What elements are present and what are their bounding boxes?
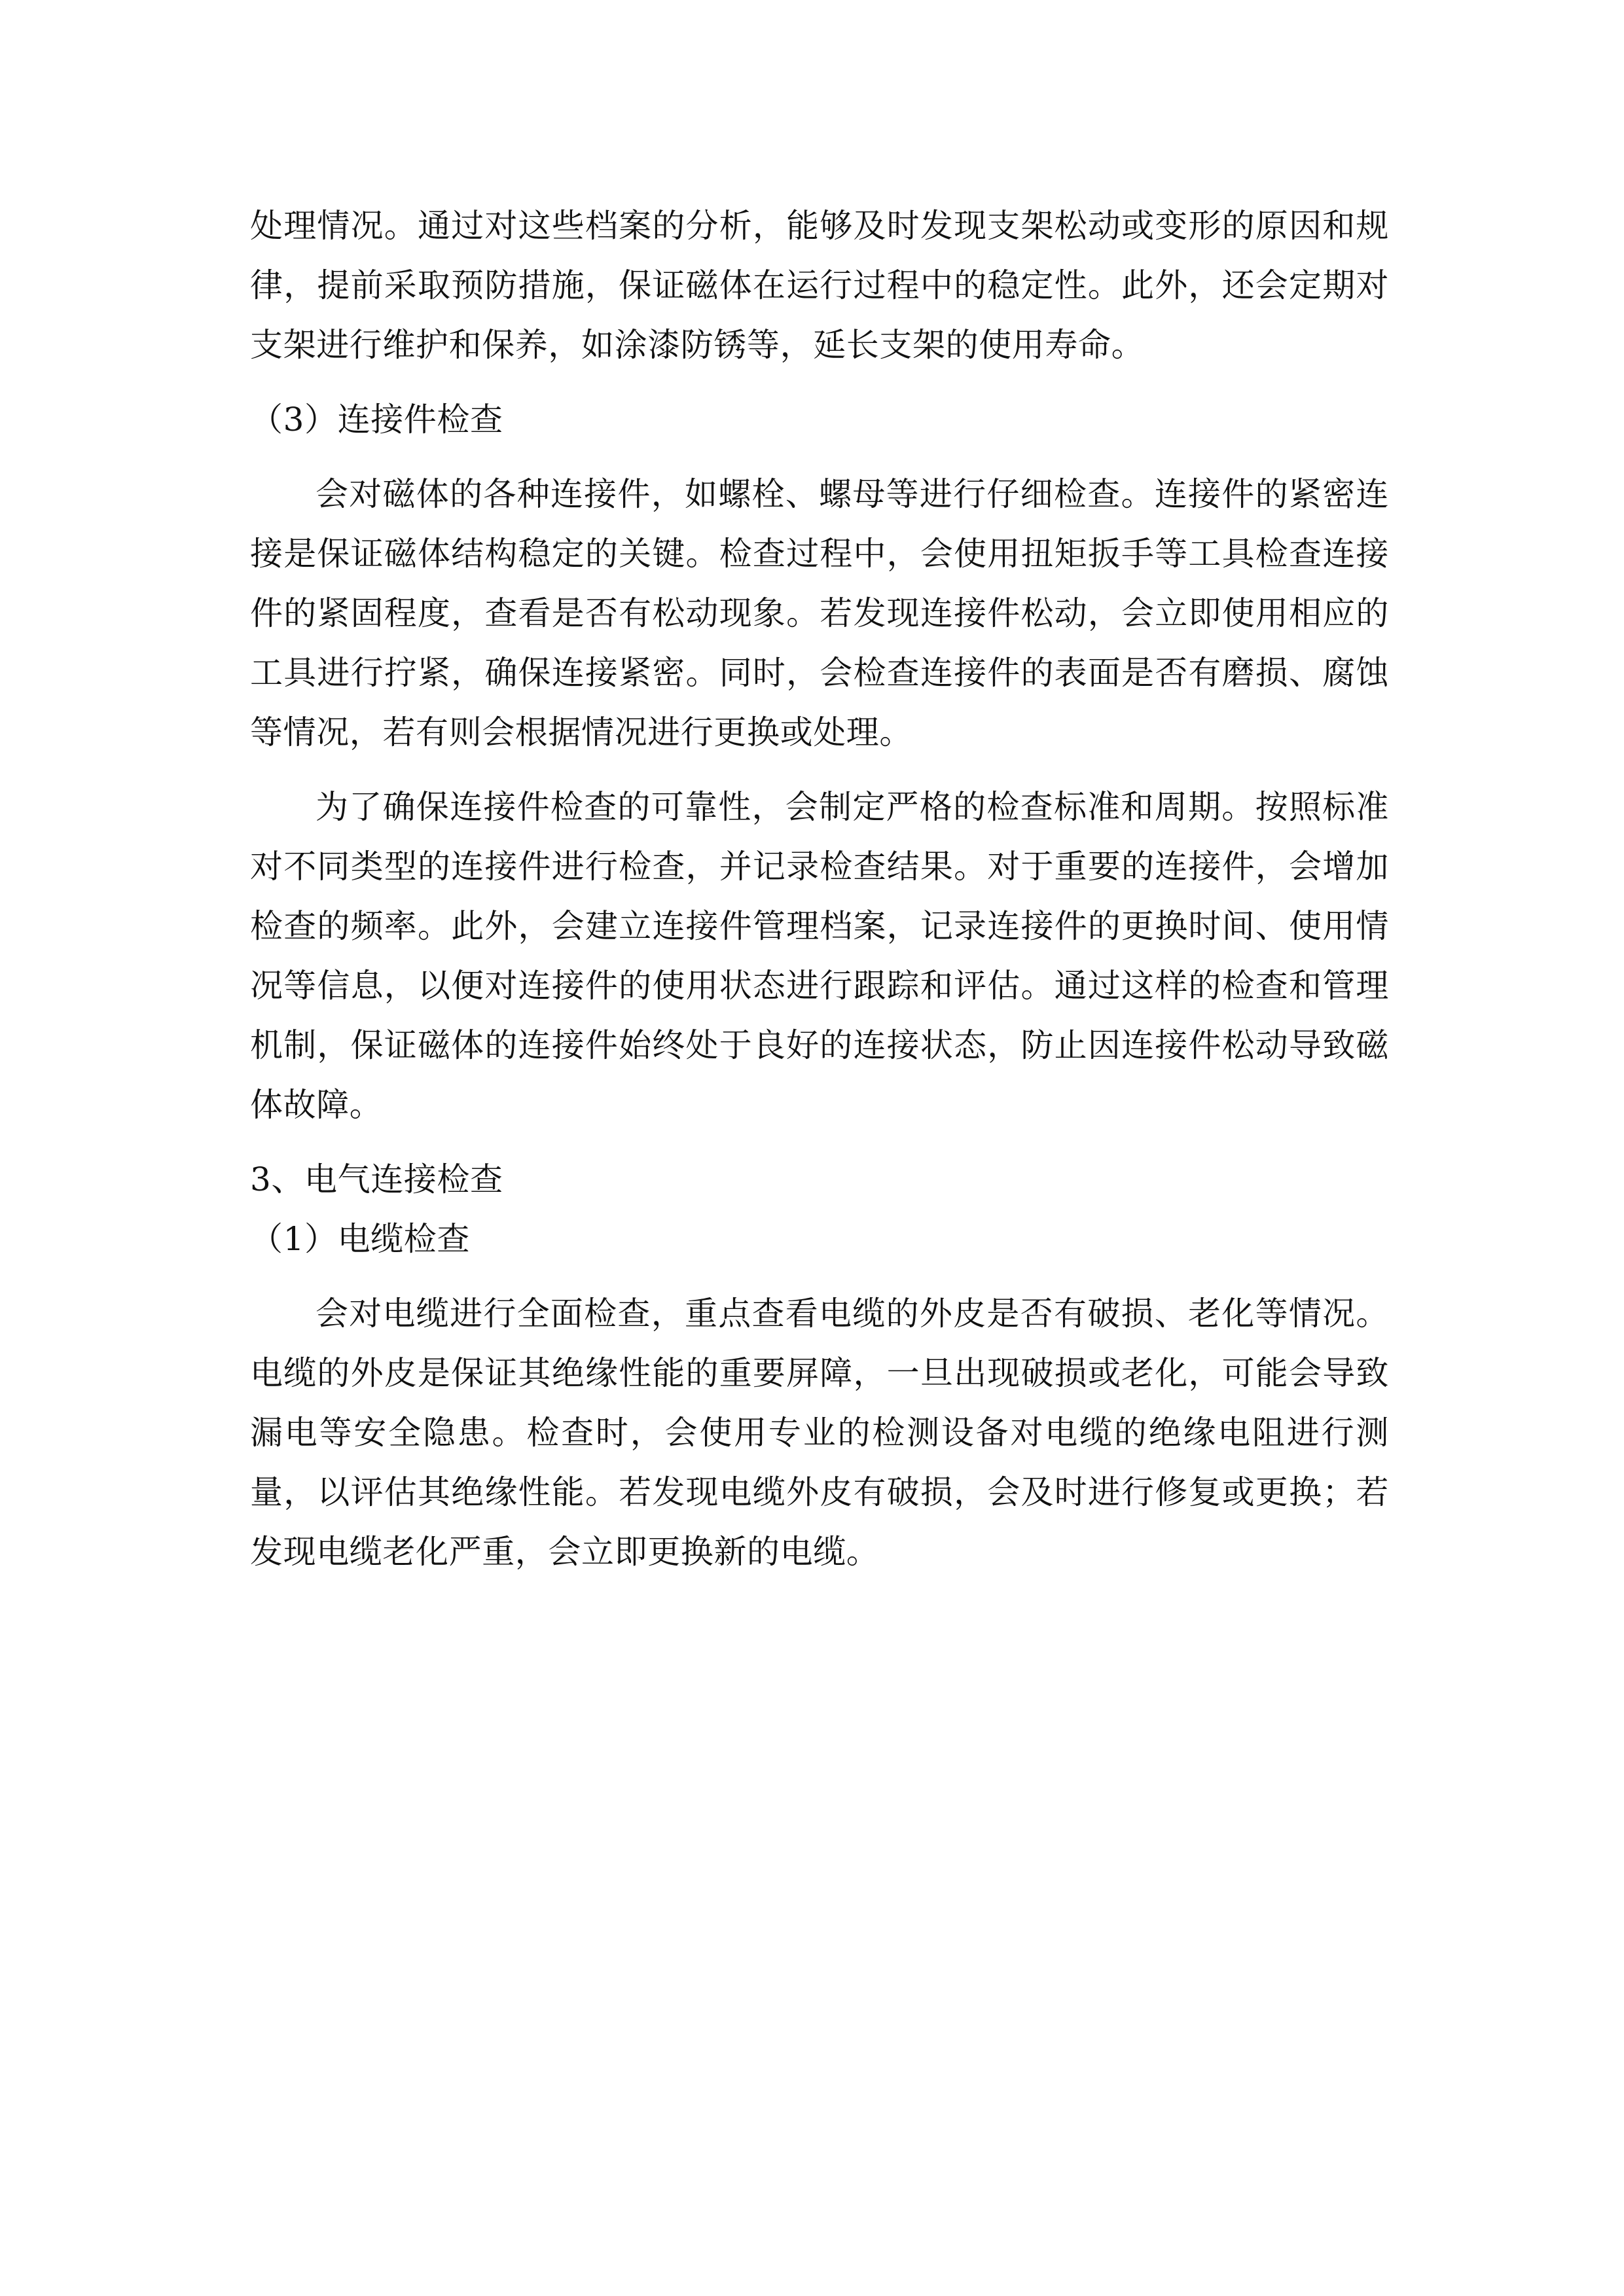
heading-connector-inspection: （3）连接件检查 [250,401,503,439]
paragraph-connector-standards: 为了确保连接件检查的可靠性，会制定严格的检查标准和周期。按照标准对不同类型的连接件进行检查，并记录检查结果。对于重要的连接件，会增加检查的频率。此外，会建立连接件管理档案，记录连接件的更换时间、使用情况等信息，以便对连接件的使用状态进行跟踪和评估。通过这样的检查和管理机制，保证磁体的连接件始终处于良好的连接状态，防止因连接件松动导致磁体故障。 [250,788,1389,1124]
heading-cable-inspection: （1）电缆检查 [250,1220,471,1258]
paragraph-connector-inspection: 会对磁体的各种连接件，如螺栓、螺母等进行仔细检查。连接件的紧密连接是保证磁体结构稳定的关键。检查过程中，会使用扭矩扳手等工具检查连接件的紧固程度，查看是否有松动现象。若发现连接件松动，会立即使用相应的工具进行拧紧，确保连接紧密。同时，会检查连接件的表面是否有磨损、腐蚀等情况，若有则会根据情况进行更换或处理。 [250,475,1389,751]
heading-electrical-connection-inspection: 3、电气连接检查 [250,1160,503,1198]
document-body [250,196,1389,1582]
paragraph-cable-inspection: 会对电缆进行全面检查，重点查看电缆的外皮是否有破损、老化等情况。电缆的外皮是保证其绝缘性能的重要屏障，一旦出现破损或老化，可能会导致漏电等安全隐患。检查时，会使用专业的检测设备对电缆的绝缘电阻进行测量，以评估其绝缘性能。若发现电缆外皮有破损，会及时进行修复或更换；若发现电缆老化严重，会立即更换新的电缆。 [250,1295,1389,1571]
paragraph-support-records-continued: 处理情况。通过对这些档案的分析，能够及时发现支架松动或变形的原因和规律，提前采取预防措施，保证磁体在运行过程中的稳定性。此外，还会定期对支架进行维护和保养，如涂漆防锈等，延长支架的使用寿命。 [250,207,1389,364]
